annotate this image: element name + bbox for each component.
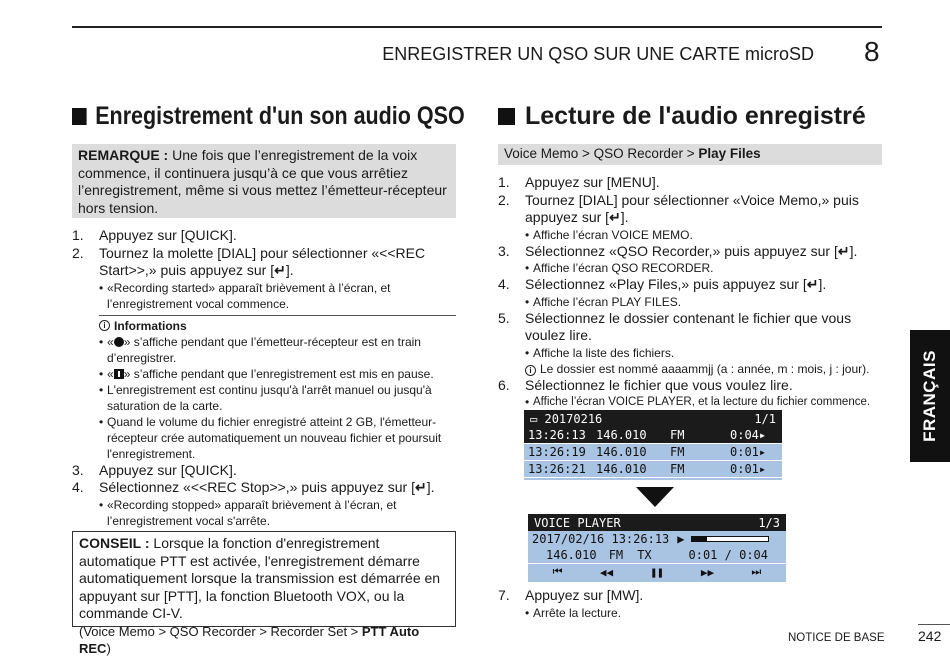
note-text: Une fois que l’enregistrement de la voix commence, il continuera jusqu’à ce que vous arrêtiez l’enregistrement, même si vous mettez l’émetteur-récepteur hors tension.: [78, 147, 447, 216]
step-6: 6. Sélectionnez le fichier que vous voulez lire.: [498, 376, 793, 393]
step-2-note: • Affiche l’écran VOICE MEMO.: [525, 227, 693, 242]
page-number: 242: [918, 628, 942, 644]
tip-label: CONSEIL :: [79, 535, 150, 551]
progress-fill: [692, 537, 707, 541]
chapter-number: 8: [864, 36, 880, 67]
note-label: REMARQUE :: [78, 147, 169, 163]
recording-steps: [72, 227, 456, 529]
step-7: 7. Appuyez sur [MW].: [498, 587, 644, 603]
folder-name: 20170216: [544, 411, 603, 426]
lcd-voice-player: [528, 514, 786, 582]
step-2: 2. Tournez [DIAL] pour sélectionner «Voice Memo,» puis appuyez sur [↵].: [498, 191, 859, 225]
step-3: 3. Sélectionnez «QSO Recorder,» puis appuyez sur [↵].: [498, 242, 858, 259]
step-2: 2. Tournez la molette [DIAL] pour sélectionner «<<REC Start>>,» puis appuyez sur [↵].: [72, 244, 426, 278]
file-row[interactable]: 13:26:19 146.010 FM 0:01 ▸: [524, 444, 782, 461]
chapter-title: ENREGISTRER UN QSO SUR UNE CARTE microSD: [382, 44, 814, 64]
header-rule: [72, 26, 882, 28]
enter-icon: ↵: [274, 262, 286, 278]
step-6-note: • Affiche l’écran VOICE PLAYER, et la lecture du fichier commence.: [525, 395, 871, 409]
section-heading-playback: [498, 102, 866, 131]
skip-next-icon[interactable]: ⏭: [751, 565, 762, 578]
player-title: VOICE PLAYER: [534, 515, 621, 530]
enter-icon: ↵: [414, 479, 427, 495]
info-icon: i: [99, 320, 110, 331]
info-item-1: • « » s’affiche pendant que l’émetteur-récepteur est en train d’enregistrer.: [99, 334, 421, 365]
footer-rule: [918, 624, 950, 625]
enter-icon: ↵: [609, 209, 621, 225]
step-2-note: • «Recording started» apparaît brièvement à l’écran, et l’enregistrement vocal commence.: [99, 280, 391, 311]
section-heading-recording: [72, 102, 465, 131]
heading-text: Lecture de l'audio enregistré: [525, 102, 866, 130]
folder-icon: ▭: [530, 411, 538, 426]
playback-step-7: [498, 587, 888, 621]
language-tab: FRANÇAIS: [910, 330, 950, 462]
pause-icon: [114, 369, 124, 379]
step-3: 3. Appuyez sur [QUICK].: [72, 461, 237, 478]
heading-square-icon: [498, 108, 515, 125]
page-indicator: 1/3: [758, 515, 780, 530]
note-box: [72, 144, 456, 218]
player-controls: [528, 563, 786, 580]
heading-square-icon: [72, 108, 87, 125]
playback-steps: [498, 174, 888, 410]
step-1: 1. Appuyez sur [QUICK].: [72, 227, 237, 243]
play-marker-icon: ▸: [758, 428, 767, 442]
play-icon: ▶: [677, 532, 685, 546]
skip-previous-icon[interactable]: ⏮: [552, 565, 563, 578]
rewind-icon[interactable]: ◀◀: [599, 565, 614, 579]
step-3-note: • Affiche l’écran QSO RECORDER.: [525, 261, 714, 275]
step-5: 5. Sélectionnez le dossier contenant le fichier que vous voulez lire.: [498, 309, 852, 343]
step-4-note: • «Recording stopped» apparaît brièvement à l’écran, et l’enregistrement vocal s'arrête.: [99, 497, 397, 528]
lcd-play-files: [524, 410, 782, 480]
tip-text: Lorsque la fonction d'enregistrement automatique PTT est activée, l'enregistrement démarre automatiquement lorsque la transmission est démarrée en appuyant sur [PTT], la fonction Bluetooth VOX, ou la commande CI-V.: [79, 535, 441, 621]
player-status-row: 146.010 FM TX 0:01 / 0:04: [546, 548, 768, 562]
file-row[interactable]: 13:26:21 146.010 FM 0:01 ▸: [524, 461, 782, 478]
player-info-row: 2017/02/16 13:26:13 ▶: [528, 531, 786, 547]
step-4-note: • Affiche l’écran PLAY FILES.: [525, 294, 682, 309]
footer-label: NOTICE DE BASE: [788, 632, 885, 644]
play-marker-icon: ▸: [758, 445, 767, 459]
info-item-4: • Quand le volume du fichier enregistré atteint 2 GB, l'émetteur-récepteur crée automatiquement un nouveau fichier et poursuit l'enregistrement.: [99, 414, 442, 461]
pause-icon[interactable]: ❚❚: [650, 565, 664, 579]
lcd-files-header: [524, 410, 782, 427]
info-item-3: • L'enregistrement est continu jusqu'à l'arrêt manuel ou jusqu'à saturation de la carte.: [99, 382, 432, 413]
file-row[interactable]: 13:26:13 146.010 FM 0:04 ▸: [524, 427, 782, 444]
step-4: 4. Sélectionnez «<<REC Stop>>,» puis appuyez sur [↵].: [72, 479, 435, 495]
tip-box: [72, 531, 456, 656]
info-block: [99, 315, 456, 462]
step-1: 1. Appuyez sur [MENU].: [498, 174, 660, 190]
down-arrow-icon: [636, 487, 674, 507]
step-4: 4. Sélectionnez «Play Files,» puis appuyez sur [↵].: [498, 276, 827, 292]
step-5-note: • Affiche la liste des fichiers.: [525, 345, 675, 360]
step-5-info: i Le dossier est nommé aaaammjj (a : année, m : mois, j : jour).: [498, 361, 888, 377]
enter-icon: ↵: [837, 242, 850, 259]
lcd-player-header: [528, 514, 786, 531]
info-item-2: • « » s’affiche pendant que l’enregistrement est mis en pause.: [99, 366, 434, 381]
fast-forward-icon[interactable]: ▶▶: [700, 565, 715, 579]
menu-path: Voice Memo > QSO Recorder > Play Files: [498, 144, 882, 165]
info-icon: i: [525, 365, 536, 376]
enter-icon: ↵: [806, 276, 819, 292]
info-heading: i Informations: [99, 318, 456, 334]
record-dot-icon: [114, 337, 124, 347]
play-marker-icon: ▸: [758, 462, 767, 476]
page-indicator: 1/1: [754, 411, 776, 426]
progress-bar: [691, 536, 769, 542]
heading-text: Enregistrement d'un son audio QSO: [95, 102, 465, 130]
step-7-note: • Arrête la lecture.: [525, 605, 622, 620]
tip-path: (Voice Memo > QSO Recorder > Recorder Set > PTT Auto REC): [79, 623, 420, 656]
